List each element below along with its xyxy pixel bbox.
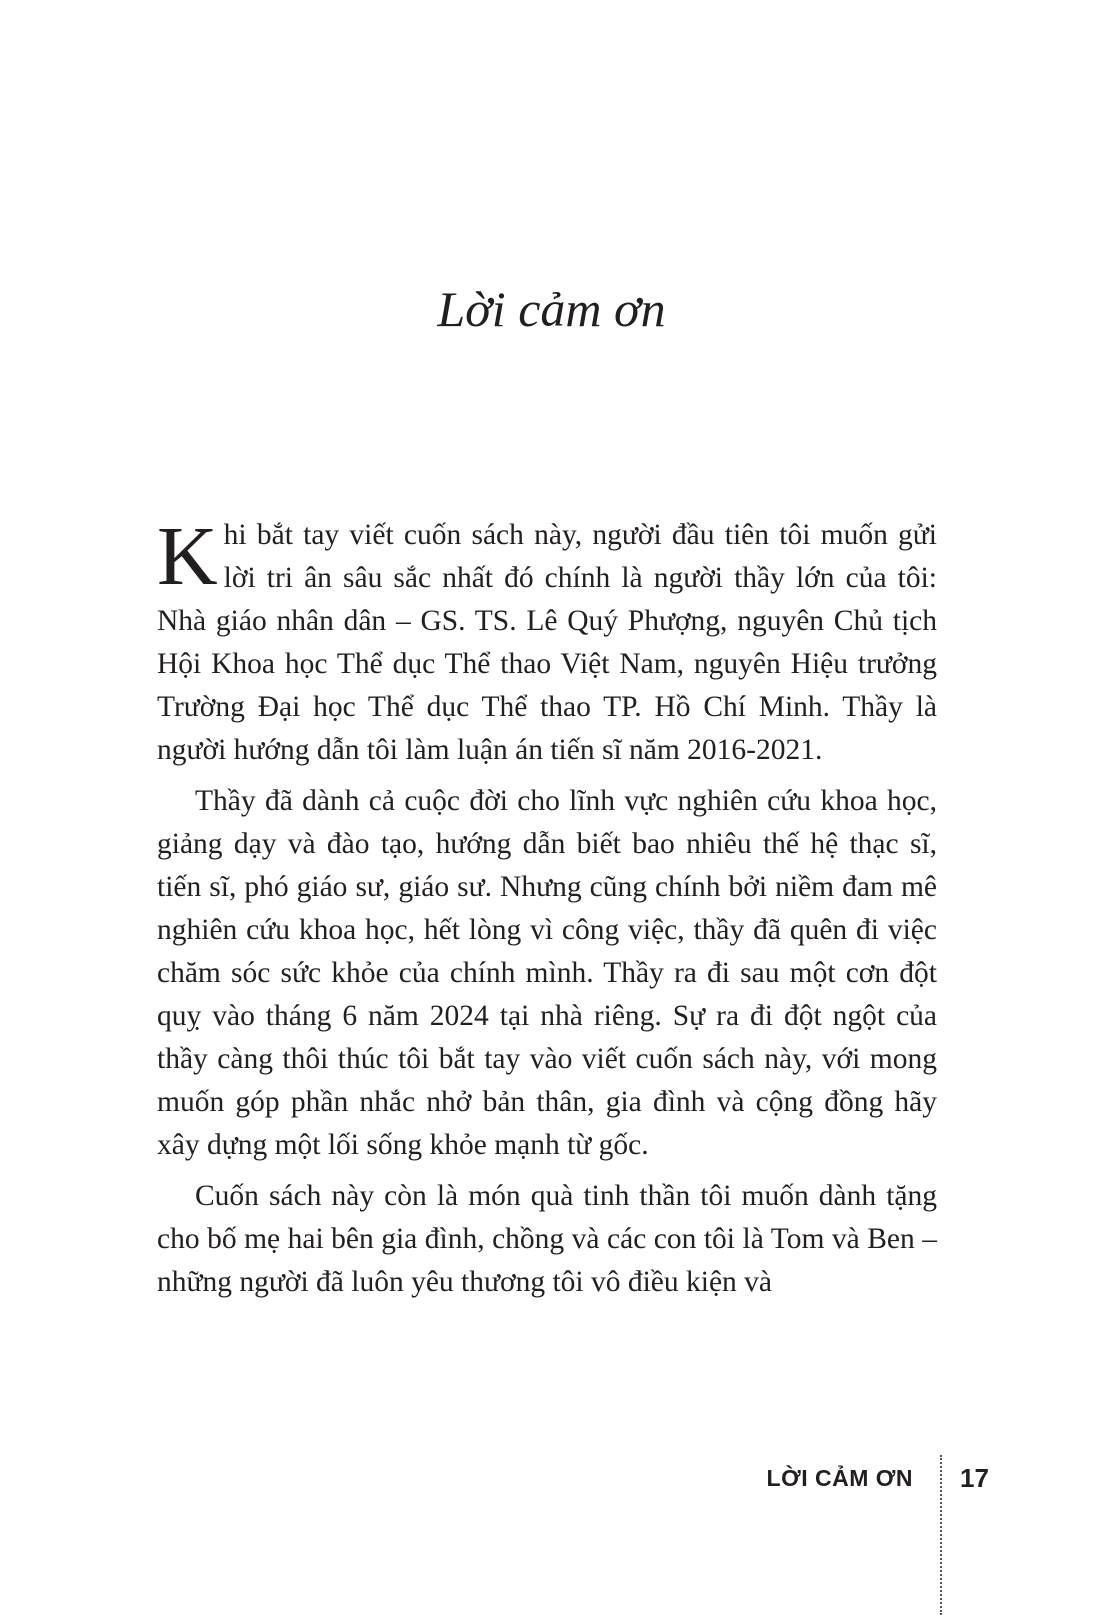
drop-cap: K [157, 510, 218, 603]
paragraph-3: Cuốn sách này còn là món quà tinh thần tôi muốn dành tặng cho bố mẹ hai bên gia đình, chồng và các con tôi là Tom và Ben – những người đã luôn yêu thương tôi vô điều kiện và [157, 1180, 937, 1298]
page-number: 17 [960, 1463, 989, 1493]
paragraph-1 [157, 510, 937, 772]
page-footer [0, 1455, 1103, 1615]
page-title: Lời cảm ơn [437, 281, 666, 337]
footer-divider [940, 1455, 942, 1615]
running-head: LỜI CẢM ƠN [766, 1465, 913, 1491]
paragraph-1-text: hi bắt tay viết cuốn sách này, người đầu tiên tôi muốn gửi lời tri ân sâu sắc nhất đó chính là người thầy lớn của tôi: Nhà giáo nhân dân – GS. TS. Lê Quý Phượng, nguyên Chủ tịch Hội Khoa học Thể dục Thể thao Việt Nam, nguyên Hiệu trưởng Trường Đại học Thể dục Thể thao TP. Hồ Chí Minh. Thầy là người hướng dẫn tôi làm luận án tiến sĩ năm 2016-2021. [157, 519, 937, 766]
paragraph-2: Thầy đã dành cả cuộc đời cho lĩnh vực nghiên cứu khoa học, giảng dạy và đào tạo, hướng dẫn biết bao nhiêu thế hệ thạc sĩ, tiến sĩ, phó giáo sư, giáo sư. Nhưng cũng chính bởi niềm đam mê nghiên cứu khoa học, hết lòng vì công việc, thầy đã quên đi việc chăm sóc sức khỏe của chính mình. Thầy ra đi sau một cơn đột quỵ vào tháng 6 năm 2024 tại nhà riêng. Sự ra đi đột ngột của thầy càng thôi thúc tôi bắt tay vào viết cuốn sách này, với mong muốn góp phần nhắc nhở bản thân, gia đình và cộng đồng hãy xây dựng một lối sống khỏe mạnh từ gốc. [157, 785, 937, 1161]
body-text [157, 510, 937, 1312]
